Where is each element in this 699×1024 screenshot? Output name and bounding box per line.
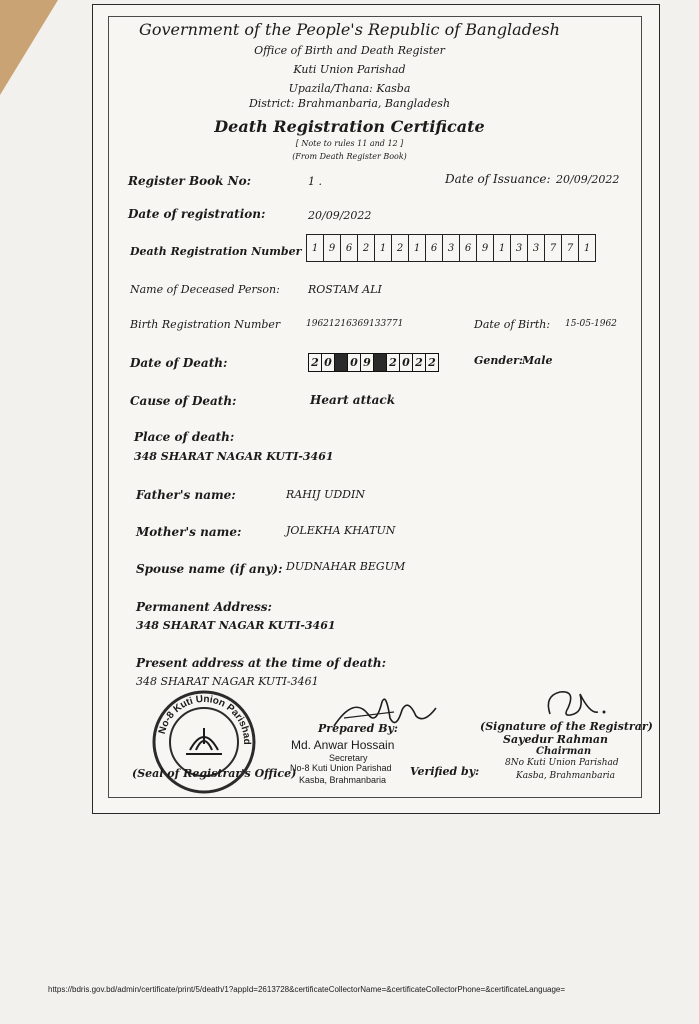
dod-digit-cell (335, 354, 348, 371)
dod-digit-cell: 0 (322, 354, 335, 371)
father-value: RAHIJ UDDIN (286, 488, 365, 501)
reg-date-label: Date of registration: (128, 207, 266, 221)
registrar-label: (Signature of the Registrar) (480, 720, 653, 733)
dod-digit-cell: 2 (428, 356, 436, 369)
prepared-title: Secretary (329, 753, 368, 763)
dod-digit-cell: 2 (387, 354, 400, 371)
registrar-name: Sayedur Rahman (503, 733, 609, 746)
drn-label: Death Registration Number (130, 245, 302, 258)
dod-digit-cell: 2 (309, 354, 322, 371)
dod-digit-cell: 2 (413, 354, 426, 371)
district-line: District: Brahmanbaria, Bangladesh (248, 97, 451, 110)
register-source-note: (From Death Register Book) (292, 152, 407, 161)
dod-digit-cell: 0 (400, 354, 413, 371)
drn-digit-cell: 7 (545, 235, 562, 261)
cause-value: Heart attack (310, 393, 396, 407)
name-value: ROSTAM ALI (308, 283, 382, 296)
prepared-label: Prepared By: (318, 722, 398, 735)
prepared-place: Kasba, Brahmanbaria (299, 775, 387, 785)
print-url: https://bdris.gov.bd/admin/certificate/print/5/death/1?appId=2613728&certificateCollectorName=&certificateCollectorPhone=&certificateLanguage= (48, 985, 566, 994)
drn-digit-cell: 1 (409, 235, 426, 261)
gender-value: Male (522, 354, 553, 367)
dod-digit-cell: 9 (361, 354, 374, 371)
prepared-org: No-8 Kuti Union Parishad (290, 763, 392, 773)
drn-digit-cell: 6 (341, 235, 358, 261)
drn-digit-cell: 2 (392, 235, 409, 261)
registrar-place: Kasba, Brahmanbaria (516, 771, 616, 781)
brn-label: Birth Registration Number (130, 318, 281, 331)
place-label: Place of death: (134, 430, 235, 444)
registrar-signature (540, 684, 610, 724)
issuance-label: Date of Issuance: (445, 172, 551, 186)
dod-digit-cell: 0 (348, 354, 361, 371)
upazila-line: Upazila/Thana: Kasba (288, 82, 411, 95)
name-label: Name of Deceased Person: (130, 283, 280, 296)
drn-digit-cell: 1 (583, 242, 591, 254)
father-label: Father's name: (136, 488, 236, 502)
drn-digit-cell: 9 (477, 235, 494, 261)
spouse-label: Spouse name (if any): (136, 562, 283, 576)
drn-digit-cell: 1 (494, 235, 511, 261)
reg-date-value: 20/09/2022 (308, 209, 372, 222)
drn-digit-cell: 2 (358, 235, 375, 261)
drn-digit-cell: 1 (375, 235, 392, 261)
drn-digit-cell: 3 (528, 235, 545, 261)
dob-label: Date of Birth: (474, 318, 551, 331)
gender-label: Gender: (474, 354, 523, 367)
registrar-org: 8No Kuti Union Parishad (505, 758, 619, 768)
register-book-label: Register Book No: (128, 174, 252, 188)
union-line: Kuti Union Parishad (293, 63, 406, 76)
perm-label: Permanent Address: (136, 600, 272, 614)
rules-note: [ Note to rules 11 and 12 ] (295, 139, 404, 148)
mother-value: JOLEKHA KHATUN (286, 524, 396, 537)
present-label: Present address at the time of death: (136, 656, 387, 670)
dob-value: 15-05-1962 (565, 319, 617, 329)
drn-cells (306, 234, 596, 262)
registrar-title: Chairman (536, 746, 592, 757)
drn-digit-cell: 3 (443, 235, 460, 261)
verified-label: Verified by: (410, 765, 480, 778)
cause-label: Cause of Death: (130, 394, 237, 408)
prepared-name: Md. Anwar Hossain (291, 738, 395, 752)
present-value: 348 SHARAT NAGAR KUTI-3461 (136, 675, 319, 688)
drn-digit-cell: 6 (460, 235, 477, 261)
dod-cells (308, 353, 439, 372)
place-value: 348 SHARAT NAGAR KUTI-3461 (134, 450, 334, 463)
drn-digit-cell: 6 (426, 235, 443, 261)
govt-heading: Government of the People's Republic of Bangladesh (139, 20, 560, 39)
seal-ring-text: No-8 Kuti Union Parishad (156, 693, 253, 745)
drn-digit-cell: 1 (307, 235, 324, 261)
drn-digit-cell: 3 (511, 235, 528, 261)
certificate-title: Death Registration Certificate (214, 117, 485, 136)
register-book-value: 1 . (308, 175, 322, 188)
office-line: Office of Birth and Death Register (254, 44, 445, 57)
perm-value: 348 SHARAT NAGAR KUTI-3461 (136, 619, 336, 632)
issuance-value: 20/09/2022 (556, 173, 620, 186)
dod-label: Date of Death: (130, 356, 228, 370)
seal-label: (Seal of Registrar's Office) (132, 767, 297, 780)
dod-digit-cell (374, 354, 387, 371)
brn-value: 19621216369133771 (306, 319, 404, 329)
mother-label: Mother's name: (136, 525, 242, 539)
spouse-value: DUDNAHAR BEGUM (286, 560, 406, 573)
drn-digit-cell: 7 (562, 235, 579, 261)
drn-digit-cell: 9 (324, 235, 341, 261)
